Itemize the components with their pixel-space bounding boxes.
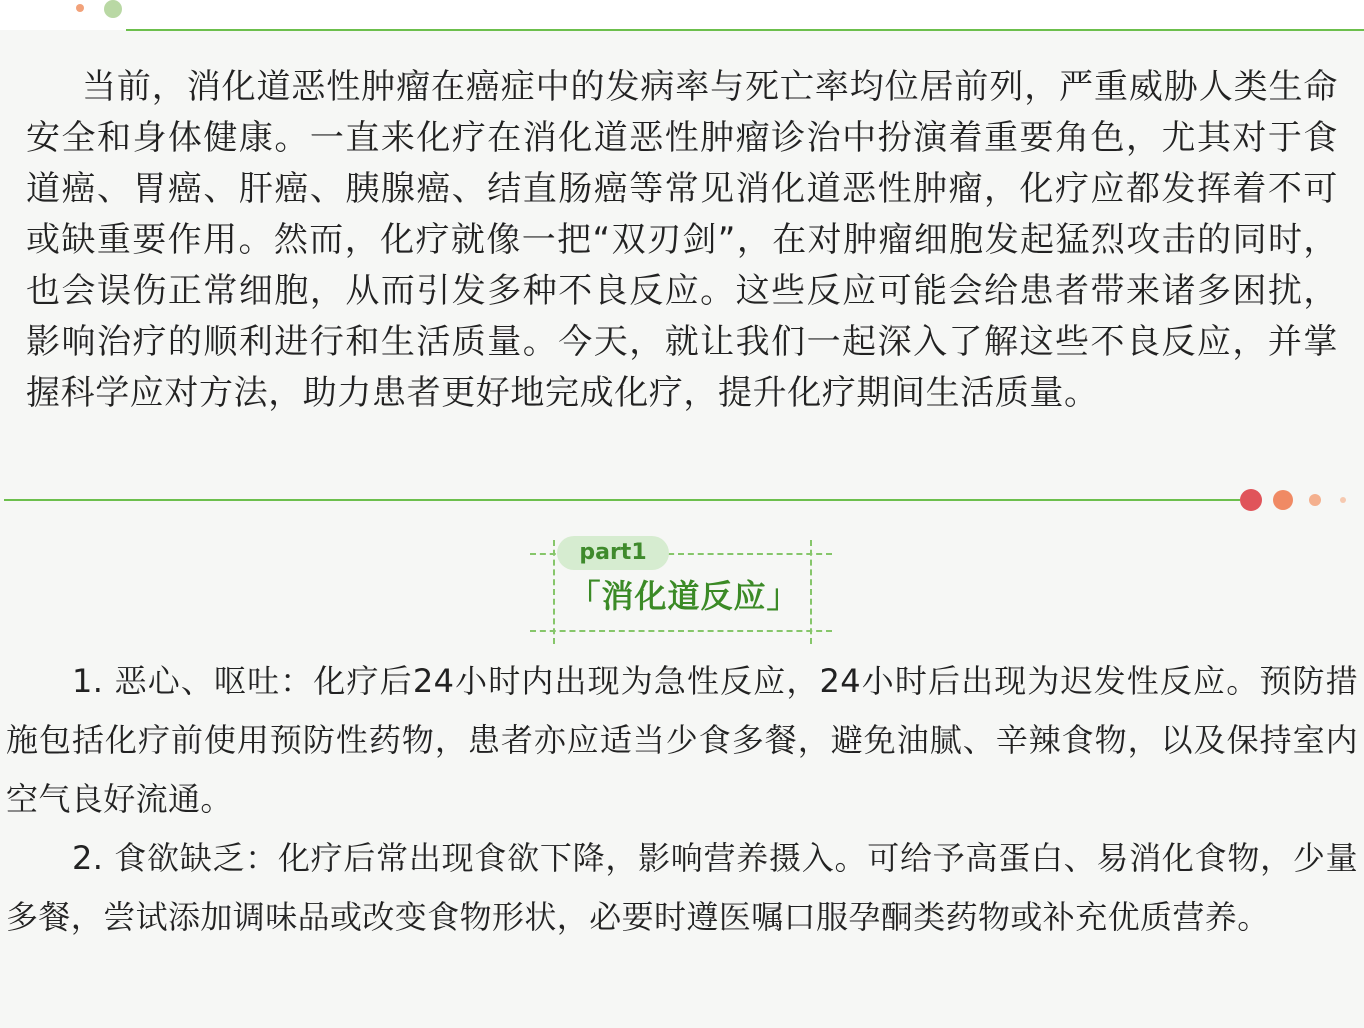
decor-dot-pale [1340,497,1346,503]
decor-dot-orange [76,4,84,12]
decor-dot-coral [1273,490,1293,510]
list-item-nausea: 1. 恶心、呕吐：化疗后24小时内出现为急性反应，24小时后出现为迟发性反应。预防措施包括化疗前使用预防性药物，患者亦应适当少食多餐，避免油腻、辛辣食物，以及保持室内空气良好流通。 [6,662,1358,818]
middle-divider-line [4,499,1240,501]
section-title: 「消化道反应」 [568,577,800,615]
heading-frame-bottom [530,630,832,632]
decor-dot-red [1240,489,1262,511]
top-divider-line [126,29,1364,31]
heading-frame-left [553,540,555,644]
list-item-appetite: 2. 食欲缺乏：化疗后常出现食欲下降，影响营养摄入。可给予高蛋白、易消化食物，少量多餐，尝试添加调味品或改变食物形状，必要时遵医嘱口服孕酮类药物或补充优质营养。 [6,839,1358,936]
intro-paragraph: 当前，消化道恶性肿瘤在癌症中的发病率与死亡率均位居前列，严重威胁人类生命安全和身体健康。一直来化疗在消化道恶性肿瘤诊治中扮演着重要角色，尤其对于食道癌、胃癌、肝癌、胰腺癌、结直肠癌等常见消化道恶性肿瘤，化疗应都发挥着不可或缺重要作用。然而，化疗就像一把“双刃剑”，在对肿瘤细胞发起猛烈攻击的同时，也会误伤正常细胞，从而引发多种不良反应。这些反应可能会给患者带来诸多困扰，影响治疗的顺利进行和生活质量。今天，就让我们一起深入了解这些不良反应，并掌握科学应对方法，助力患者更好地完成化疗，提升化疗期间生活质量。 [26,67,1338,413]
part-label-badge: part1 [557,536,669,570]
heading-frame-right [810,540,812,644]
decor-dot-green [104,0,122,18]
decor-dot-peach [1309,494,1321,506]
